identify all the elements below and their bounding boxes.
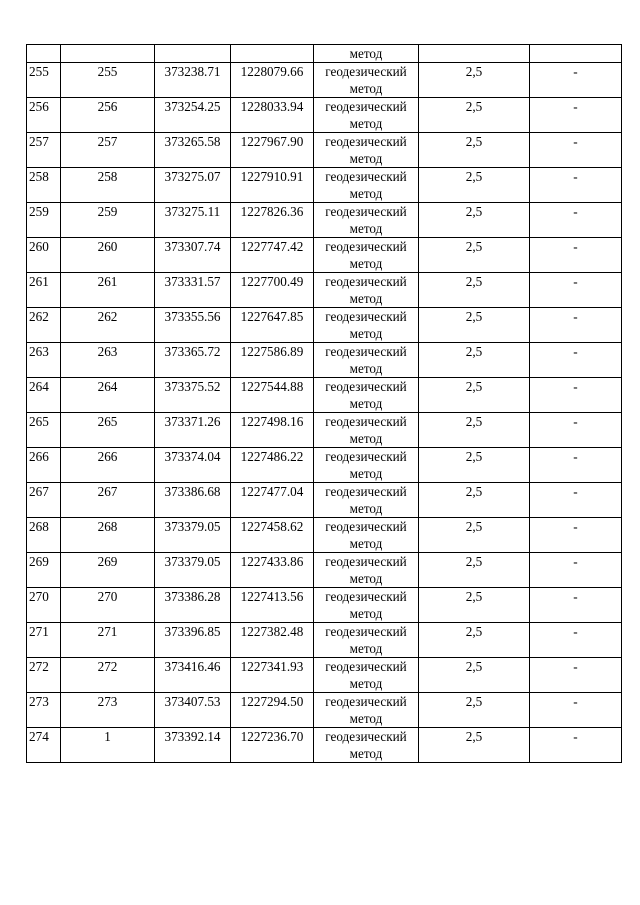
cell-method <box>314 343 419 378</box>
method-line-2: метод <box>349 501 383 516</box>
cell-y: 1227647.85 <box>231 308 314 343</box>
cell-num: 262 <box>27 308 61 343</box>
cell-point: 263 <box>61 343 155 378</box>
cell-note: - <box>530 133 622 168</box>
method-line-2: метод <box>349 116 383 131</box>
coordinates-table <box>26 44 622 763</box>
cell-y <box>231 45 314 63</box>
cell-num: 263 <box>27 343 61 378</box>
cell-point: 268 <box>61 518 155 553</box>
table-row <box>27 518 622 553</box>
cell-y: 1227910.91 <box>231 168 314 203</box>
table-body <box>27 45 622 763</box>
cell-note: - <box>530 553 622 588</box>
cell-method <box>314 203 419 238</box>
table-row <box>27 553 622 588</box>
cell-method <box>314 693 419 728</box>
cell-y: 1227236.70 <box>231 728 314 763</box>
cell-method <box>314 658 419 693</box>
cell-method <box>314 518 419 553</box>
cell-accuracy: 2,5 <box>419 448 530 483</box>
cell-accuracy: 2,5 <box>419 63 530 98</box>
method-line-1: геодезический <box>325 379 407 394</box>
cell-method <box>314 63 419 98</box>
method-line-1: геодезический <box>325 204 407 219</box>
cell-accuracy: 2,5 <box>419 133 530 168</box>
cell-note: - <box>530 658 622 693</box>
cell-y: 1227382.48 <box>231 623 314 658</box>
cell-x: 373275.07 <box>155 168 231 203</box>
cell-note: - <box>530 168 622 203</box>
cell-point: 1 <box>61 728 155 763</box>
cell-note: - <box>530 588 622 623</box>
cell-method <box>314 378 419 413</box>
cell-note: - <box>530 343 622 378</box>
cell-point <box>61 45 155 63</box>
cell-note: - <box>530 518 622 553</box>
table-row <box>27 483 622 518</box>
cell-x: 373386.68 <box>155 483 231 518</box>
cell-accuracy: 2,5 <box>419 518 530 553</box>
cell-x: 373379.05 <box>155 553 231 588</box>
cell-accuracy <box>419 45 530 63</box>
cell-method <box>314 483 419 518</box>
method-line-2: метод <box>349 746 383 761</box>
table-row <box>27 378 622 413</box>
cell-x: 373379.05 <box>155 518 231 553</box>
method-line-1: геодезический <box>325 694 407 709</box>
cell-method <box>314 413 419 448</box>
table-row <box>27 238 622 273</box>
table-row <box>27 168 622 203</box>
cell-point: 267 <box>61 483 155 518</box>
table-row <box>27 273 622 308</box>
cell-num: 264 <box>27 378 61 413</box>
table-row <box>27 413 622 448</box>
cell-accuracy: 2,5 <box>419 98 530 133</box>
table-row <box>27 693 622 728</box>
cell-point: 255 <box>61 63 155 98</box>
cell-accuracy: 2,5 <box>419 168 530 203</box>
cell-point: 269 <box>61 553 155 588</box>
cell-y: 1227586.89 <box>231 343 314 378</box>
cell-y: 1227967.90 <box>231 133 314 168</box>
cell-note: - <box>530 203 622 238</box>
cell-accuracy: 2,5 <box>419 623 530 658</box>
cell-accuracy: 2,5 <box>419 693 530 728</box>
cell-point: 273 <box>61 693 155 728</box>
cell-accuracy: 2,5 <box>419 238 530 273</box>
cell-y: 1227294.50 <box>231 693 314 728</box>
cell-y: 1227433.86 <box>231 553 314 588</box>
method-line-2: метод <box>349 396 383 411</box>
table-row <box>27 203 622 238</box>
table-row <box>27 98 622 133</box>
method-line-2: метод <box>349 151 383 166</box>
cell-y: 1227498.16 <box>231 413 314 448</box>
table-row <box>27 448 622 483</box>
cell-num: 274 <box>27 728 61 763</box>
cell-note: - <box>530 238 622 273</box>
method-line-2: метод <box>349 361 383 376</box>
method-line-2: метод <box>349 81 383 96</box>
table-row <box>27 308 622 343</box>
cell-x: 373265.58 <box>155 133 231 168</box>
cell-y: 1227700.49 <box>231 273 314 308</box>
cell-point: 271 <box>61 623 155 658</box>
cell-point: 266 <box>61 448 155 483</box>
cell-point: 260 <box>61 238 155 273</box>
method-line-1: геодезический <box>325 484 407 499</box>
table-row <box>27 658 622 693</box>
cell-accuracy: 2,5 <box>419 378 530 413</box>
cell-y: 1228079.66 <box>231 63 314 98</box>
cell-method: метод <box>314 45 419 63</box>
cell-accuracy: 2,5 <box>419 203 530 238</box>
cell-x: 373331.57 <box>155 273 231 308</box>
method-line-2: метод <box>349 466 383 481</box>
method-line-2: метод <box>349 571 383 586</box>
cell-method <box>314 168 419 203</box>
cell-point: 258 <box>61 168 155 203</box>
cell-num: 270 <box>27 588 61 623</box>
cell-point: 262 <box>61 308 155 343</box>
cell-y: 1227826.36 <box>231 203 314 238</box>
cell-note: - <box>530 378 622 413</box>
cell-accuracy: 2,5 <box>419 483 530 518</box>
cell-x: 373416.46 <box>155 658 231 693</box>
cell-note: - <box>530 483 622 518</box>
table-row <box>27 588 622 623</box>
method-line-1: геодезический <box>325 729 407 744</box>
cell-method <box>314 588 419 623</box>
cell-accuracy: 2,5 <box>419 588 530 623</box>
cell-method <box>314 98 419 133</box>
cell-note: - <box>530 63 622 98</box>
method-line-2: метод <box>349 536 383 551</box>
cell-method <box>314 448 419 483</box>
method-line-1: геодезический <box>325 64 407 79</box>
cell-num: 257 <box>27 133 61 168</box>
method-line-1: геодезический <box>325 274 407 289</box>
cell-y: 1228033.94 <box>231 98 314 133</box>
cell-num: 267 <box>27 483 61 518</box>
cell-x: 373374.04 <box>155 448 231 483</box>
method-line-1: геодезический <box>325 169 407 184</box>
cell-point: 265 <box>61 413 155 448</box>
method-line-2: метод <box>349 291 383 306</box>
cell-note: - <box>530 273 622 308</box>
cell-note: - <box>530 413 622 448</box>
cell-num: 256 <box>27 98 61 133</box>
method-line-2: метод <box>349 676 383 691</box>
document-page <box>26 44 622 763</box>
cell-x: 373275.11 <box>155 203 231 238</box>
cell-x: 373238.71 <box>155 63 231 98</box>
method-line-1: геодезический <box>325 309 407 324</box>
cell-num: 265 <box>27 413 61 448</box>
method-line-1: геодезический <box>325 659 407 674</box>
cell-x: 373355.56 <box>155 308 231 343</box>
cell-accuracy: 2,5 <box>419 343 530 378</box>
cell-num: 261 <box>27 273 61 308</box>
cell-x: 373392.14 <box>155 728 231 763</box>
cell-num: 255 <box>27 63 61 98</box>
cell-note: - <box>530 308 622 343</box>
cell-x: 373254.25 <box>155 98 231 133</box>
table-row <box>27 343 622 378</box>
cell-y: 1227544.88 <box>231 378 314 413</box>
cell-note: - <box>530 623 622 658</box>
method-line-2: метод <box>349 326 383 341</box>
cell-num <box>27 45 61 63</box>
cell-y: 1227747.42 <box>231 238 314 273</box>
cell-x: 373407.53 <box>155 693 231 728</box>
method-line-2: метод <box>349 221 383 236</box>
method-line-1: геодезический <box>325 624 407 639</box>
cell-num: 258 <box>27 168 61 203</box>
cell-x: 373386.28 <box>155 588 231 623</box>
cell-x <box>155 45 231 63</box>
cell-x: 373371.26 <box>155 413 231 448</box>
method-line-2: метод <box>349 256 383 271</box>
cell-note: - <box>530 448 622 483</box>
cell-x: 373375.52 <box>155 378 231 413</box>
cell-num: 260 <box>27 238 61 273</box>
cell-method <box>314 553 419 588</box>
cell-x: 373307.74 <box>155 238 231 273</box>
cell-num: 266 <box>27 448 61 483</box>
cell-method <box>314 728 419 763</box>
method-line-1: геодезический <box>325 414 407 429</box>
table-row <box>27 63 622 98</box>
cell-accuracy: 2,5 <box>419 658 530 693</box>
method-line-2: метод <box>349 606 383 621</box>
cell-y: 1227477.04 <box>231 483 314 518</box>
cell-num: 269 <box>27 553 61 588</box>
cell-note: - <box>530 728 622 763</box>
cell-method <box>314 308 419 343</box>
cell-method <box>314 273 419 308</box>
method-line-1: геодезический <box>325 134 407 149</box>
cell-y: 1227486.22 <box>231 448 314 483</box>
cell-point: 257 <box>61 133 155 168</box>
cell-method <box>314 623 419 658</box>
continuation-row <box>27 45 622 63</box>
cell-x: 373396.85 <box>155 623 231 658</box>
cell-accuracy: 2,5 <box>419 273 530 308</box>
method-line-1: геодезический <box>325 519 407 534</box>
cell-y: 1227458.62 <box>231 518 314 553</box>
cell-num: 268 <box>27 518 61 553</box>
method-line-2: метод <box>349 711 383 726</box>
cell-num: 273 <box>27 693 61 728</box>
cell-note <box>530 45 622 63</box>
cell-num: 259 <box>27 203 61 238</box>
table-row <box>27 728 622 763</box>
method-line-2: метод <box>349 641 383 656</box>
cell-num: 272 <box>27 658 61 693</box>
cell-accuracy: 2,5 <box>419 728 530 763</box>
table-row <box>27 623 622 658</box>
method-line-1: геодезический <box>325 589 407 604</box>
cell-point: 256 <box>61 98 155 133</box>
method-line-1: геодезический <box>325 554 407 569</box>
cell-num: 271 <box>27 623 61 658</box>
cell-method <box>314 238 419 273</box>
method-line-1: геодезический <box>325 344 407 359</box>
method-line-1: геодезический <box>325 99 407 114</box>
cell-accuracy: 2,5 <box>419 553 530 588</box>
method-line-1: геодезический <box>325 449 407 464</box>
cell-y: 1227341.93 <box>231 658 314 693</box>
cell-point: 259 <box>61 203 155 238</box>
method-line-2: метод <box>349 186 383 201</box>
method-line-2: метод <box>349 431 383 446</box>
cell-y: 1227413.56 <box>231 588 314 623</box>
cell-note: - <box>530 98 622 133</box>
cell-x: 373365.72 <box>155 343 231 378</box>
cell-point: 264 <box>61 378 155 413</box>
cell-point: 272 <box>61 658 155 693</box>
cell-method <box>314 133 419 168</box>
method-line-1: геодезический <box>325 239 407 254</box>
table-row <box>27 133 622 168</box>
cell-point: 270 <box>61 588 155 623</box>
cell-accuracy: 2,5 <box>419 413 530 448</box>
cell-accuracy: 2,5 <box>419 308 530 343</box>
cell-note: - <box>530 693 622 728</box>
cell-point: 261 <box>61 273 155 308</box>
